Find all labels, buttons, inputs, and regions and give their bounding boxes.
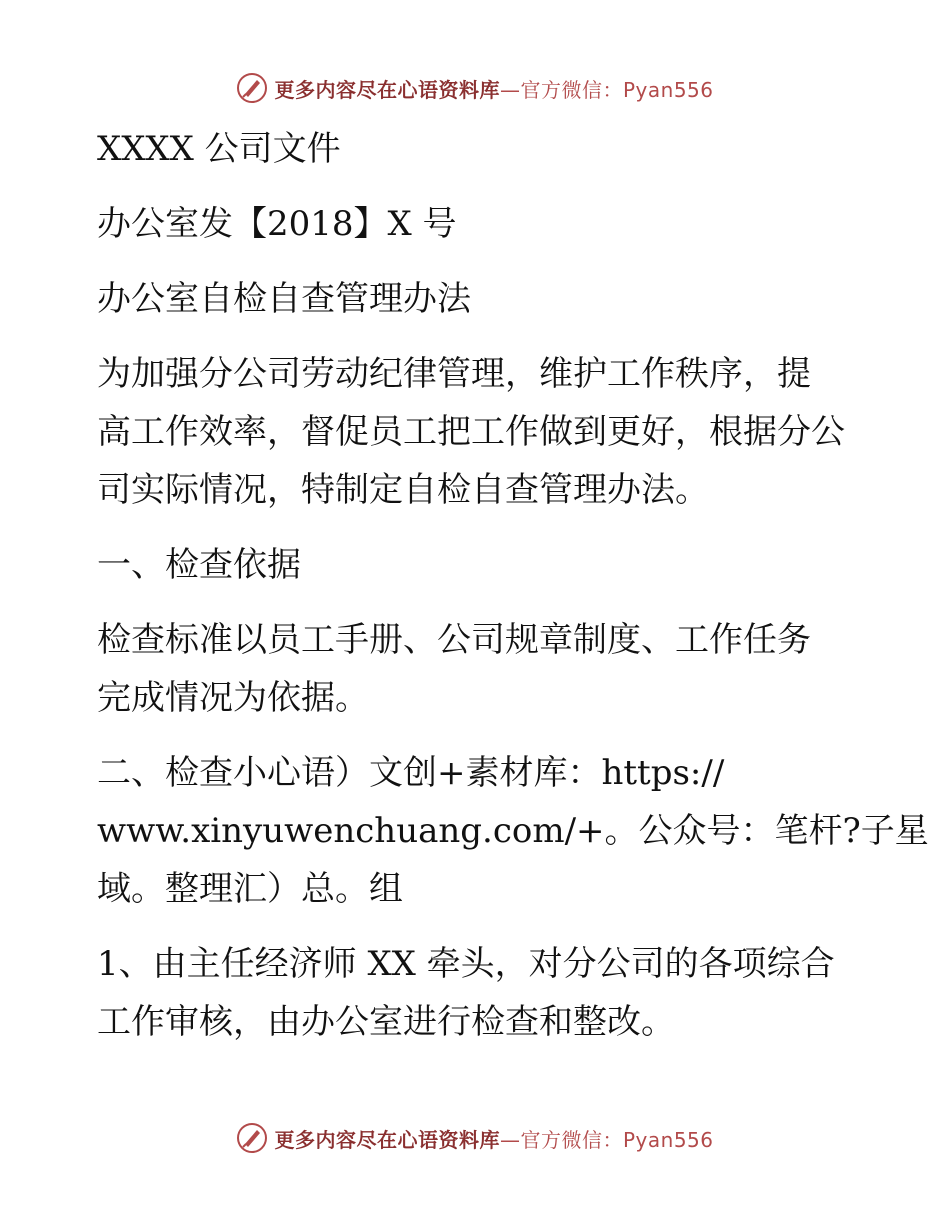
footer-banner-text [274, 1124, 713, 1153]
section2-line: 二、检查小心语）文创+素材库：https:// [97, 753, 725, 793]
header-banner-text [274, 74, 713, 103]
section1-line: 完成情况为依据。 [97, 678, 369, 718]
footer-banner-wechat-label: 官方微信： [520, 1127, 623, 1152]
footer-banner-wechat-id: Pyan556 [622, 1127, 714, 1152]
section2-line: www.xinyuwenchuang.com/+。公众号：笔杆?子星 [97, 811, 929, 851]
header-watermark-banner [0, 72, 950, 104]
document-body [97, 120, 929, 1051]
header-banner-dash: — [499, 77, 521, 102]
item1-paragraph [97, 935, 857, 1051]
footer-banner-dash: — [499, 1127, 521, 1152]
intro-paragraph [97, 345, 857, 519]
section1-paragraph [97, 611, 857, 727]
footer-watermark-banner [0, 1122, 950, 1154]
intro-line: 为加强分公司劳动纪律管理，维护工作秩序，提 [97, 354, 811, 394]
document-title: 办公室自检自查管理办法 [97, 279, 471, 319]
section2-paragraph [97, 744, 929, 918]
quill-seal-icon [236, 1122, 268, 1154]
document-number: 办公室发【2018】X 号 [97, 204, 457, 244]
section2-line: 域。整理汇）总。组 [97, 869, 403, 909]
header-banner-main: 更多内容尽在心语资料库 [274, 77, 500, 102]
header-banner-wechat-label: 官方微信： [520, 77, 623, 102]
section1-heading: 一、检查依据 [97, 545, 301, 585]
quill-seal-icon [236, 72, 268, 104]
item1-line: 1、由主任经济师 XX 牵头，对分公司的各项综合 [97, 944, 835, 984]
header-banner-wechat-id: Pyan556 [622, 77, 714, 102]
item1-line: 工作审核，由办公室进行检查和整改。 [97, 1002, 675, 1042]
section1-line: 检查标准以员工手册、公司规章制度、工作任务 [97, 620, 811, 660]
company-title: XXXX 公司文件 [97, 129, 341, 169]
footer-banner-main: 更多内容尽在心语资料库 [274, 1127, 500, 1152]
intro-line: 司实际情况，特制定自检自查管理办法。 [97, 470, 709, 510]
intro-line: 高工作效率，督促员工把工作做到更好，根据分公 [97, 412, 845, 452]
